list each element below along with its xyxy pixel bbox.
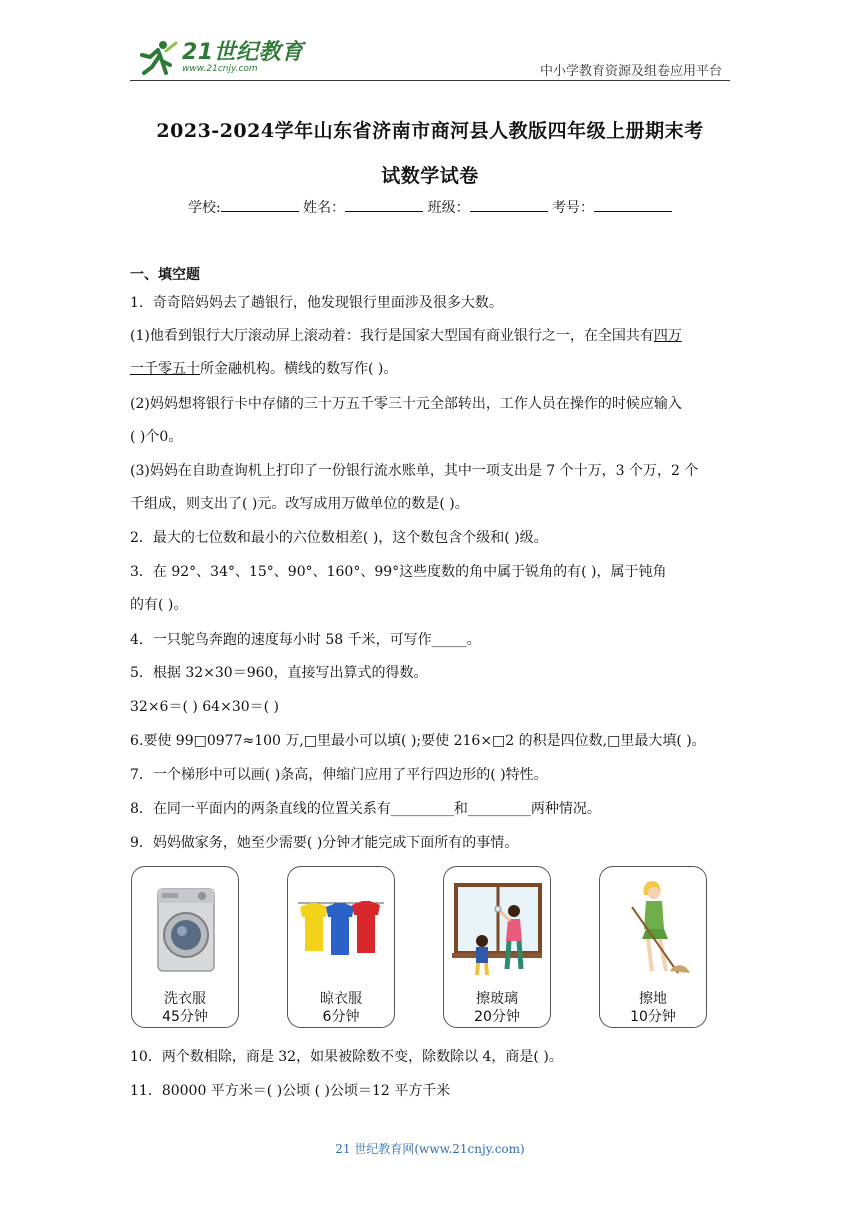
- exam-title-line1: 2023-2024学年山东省济南市商河县人教版四年级上册期末考: [156, 120, 704, 142]
- question-3-line1: 3．在 92°、34°、15°、90°、160°、99°这些度数的角中属于锐角的有( )，属于钝角: [130, 564, 667, 580]
- page-footer: 21 世纪教育网(www.21cnjy.com): [335, 1142, 525, 1156]
- question-1-1-tail: 所金融机构。横线的数写作( )。: [200, 361, 398, 377]
- chore-time: 10分钟: [630, 1009, 676, 1025]
- question-9: 9．妈妈做家务，她至少需要( )分钟才能完成下面所有的事情。: [130, 835, 519, 851]
- logo-url: www.21cnjy.com: [182, 63, 258, 74]
- platform-label: 中小学教育资源及组卷应用平台: [539, 64, 722, 79]
- chore-card-window: [443, 866, 551, 1028]
- section-heading: 一、填空题: [130, 267, 200, 283]
- hanging-clothes-icon: [296, 877, 386, 981]
- chore-time: 20分钟: [474, 1009, 520, 1025]
- chore-time: 45分钟: [162, 1009, 208, 1025]
- school-label: 学校:: [187, 200, 221, 216]
- question-1-3-line1: (3)妈妈在自助查询机上打印了一份银行流水账单，其中一项支出是 7 个十万，3 个万，2 个: [130, 463, 699, 479]
- question-3-line2: 的有( )。: [130, 597, 188, 613]
- question-4: 4．一只鸵鸟奔跑的速度每小时 58 千米，可写作_____。: [130, 632, 481, 648]
- question-1-1-line2: [130, 360, 397, 378]
- school-blank[interactable]: [221, 197, 299, 212]
- mopping-icon: [608, 877, 698, 981]
- question-6: 6.要使 99□0977≈100 万,□里最小可以填( );要使 216×□2 的积是四位数,□里最大填( )。: [130, 733, 706, 749]
- class-blank[interactable]: [470, 197, 548, 212]
- chore-name: 晾衣服: [320, 991, 362, 1007]
- question-1-2-line2: ( )个0。: [130, 429, 183, 445]
- underlined-number-part2: 一千零五十: [130, 361, 200, 377]
- student-info-line: [0, 197, 860, 217]
- chore-name: 洗衣服: [164, 991, 206, 1007]
- chore-card-mopping: [599, 866, 707, 1028]
- chore-name: 擦地: [639, 991, 667, 1007]
- question-10: 10．两个数相除，商是 32，如果被除数不变，除数除以 4，商是( )。: [130, 1049, 563, 1065]
- chore-time: 6分钟: [322, 1009, 360, 1025]
- logo-title: 21世纪教育: [182, 39, 304, 65]
- chore-card-hanging: [287, 866, 395, 1028]
- page-header: [130, 36, 730, 81]
- question-5-formulas: 32×6＝( ) 64×30＝( ): [130, 699, 280, 715]
- name-label: 姓名：: [303, 200, 346, 216]
- name-blank[interactable]: [345, 197, 423, 212]
- question-5: 5．根据 32×30＝960，直接写出算式的得数。: [130, 665, 428, 681]
- question-2: 2．最大的七位数和最小的六位数相差( )，这个数包含个级和( )级。: [130, 530, 548, 546]
- number-label: 考号：: [552, 200, 595, 216]
- chore-card-washing: [131, 866, 239, 1028]
- class-label: 班级：: [427, 200, 470, 216]
- question-8: 8．在同一平面内的两条直线的位置关系有_________和_________两种情况。: [130, 801, 601, 817]
- question-1-3-line2: 千组成，则支出了( )元。改写成用万做单位的数是( )。: [130, 496, 469, 512]
- question-7: 7．一个梯形中可以画( )条高，伸缩门应用了平行四边形的( )特性。: [130, 767, 548, 783]
- number-blank[interactable]: [594, 197, 672, 212]
- question-11: 11．80000 平方米＝( )公顷 ( )公顷＝12 平方千米: [130, 1083, 451, 1099]
- washing-machine-icon: [140, 877, 230, 981]
- question-1-1-text: (1)他看到银行大厅滚动屏上滚动着：我行是国家大型国有商业银行之一，在全国共有: [130, 328, 654, 344]
- window-cleaning-icon: [452, 877, 542, 981]
- logo: [136, 38, 304, 78]
- underlined-number-part1: 四万: [653, 328, 682, 344]
- chore-name: 擦玻璃: [476, 991, 518, 1007]
- question-1-1-line1: [130, 327, 682, 345]
- runner-logo-icon: [136, 39, 178, 77]
- exam-title-line2: 试数学试卷: [381, 165, 479, 187]
- question-1-2-line1: (2)妈妈想将银行卡中存储的三十万五千零三十元全部转出，工作人员在操作的时候应输入: [130, 396, 682, 412]
- question-1: 1．奇奇陪妈妈去了趟银行，他发现银行里面涉及很多大数。: [130, 295, 503, 311]
